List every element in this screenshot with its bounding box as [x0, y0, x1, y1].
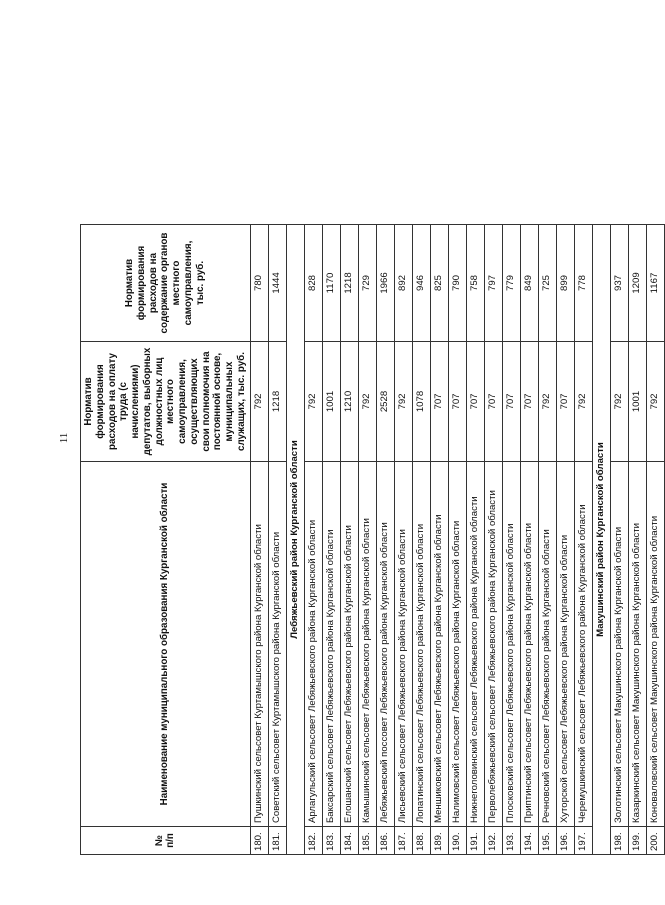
salary-norm-value: 1218	[268, 342, 286, 462]
salary-norm-value: 792	[538, 342, 556, 462]
table-row	[250, 225, 268, 855]
row-number: 200.	[646, 827, 664, 855]
maintenance-norm-value: 849	[520, 225, 538, 342]
municipality-name: Перволебяжьевский сельсовет Лебяжьевского района Курганской области	[484, 462, 502, 827]
salary-norm-value: 707	[466, 342, 484, 462]
maintenance-norm-value: 729	[358, 225, 376, 342]
maintenance-norm-value: 725	[538, 225, 556, 342]
row-number: 190.	[448, 827, 466, 855]
table-row	[538, 225, 556, 855]
table-row	[304, 225, 322, 855]
row-number: 184.	[340, 827, 358, 855]
salary-norm-value: 1210	[340, 342, 358, 462]
table-row	[430, 225, 448, 855]
municipality-name: Хуторской сельсовет Лебяжьевского района Курганской области	[556, 462, 574, 827]
maintenance-norm-value: 899	[556, 225, 574, 342]
row-number: 185.	[358, 827, 376, 855]
salary-norm-value: 792	[250, 342, 268, 462]
header-name: Наименование муниципального образования Курганской области	[81, 462, 251, 827]
maintenance-norm-value: 828	[304, 225, 322, 342]
table-row	[556, 225, 574, 855]
salary-norm-value: 2528	[376, 342, 394, 462]
maintenance-norm-value: 892	[394, 225, 412, 342]
municipality-name: Золотинский сельсовет Макушинского района Курганской области	[610, 462, 628, 827]
row-number: 191.	[466, 827, 484, 855]
row-number: 189.	[430, 827, 448, 855]
maintenance-norm-value: 790	[448, 225, 466, 342]
municipality-name: Нижнеголовинский сельсовет Лебяжьевского района Курганской области	[466, 462, 484, 827]
group-header-row	[286, 225, 304, 855]
row-number: 194.	[520, 827, 538, 855]
municipality-name: Казаркинский сельсовет Макушинского района Курганской области	[628, 462, 646, 827]
table-row	[340, 225, 358, 855]
maintenance-norm-value: 758	[466, 225, 484, 342]
municipality-name: Елошанский сельсовет Лебяжьевского района Курганской области	[340, 462, 358, 827]
row-number: 183.	[322, 827, 340, 855]
row-number: 198.	[610, 827, 628, 855]
municipality-name: Черемушкинский сельсовет Лебяжьевского района Курганской области	[574, 462, 592, 827]
municipality-name: Лебяжьевский поссовет Лебяжьевского района Курганской области	[376, 462, 394, 827]
row-number: 180.	[250, 827, 268, 855]
row-number: 187.	[394, 827, 412, 855]
municipality-name: Налимовский сельсовет Лебяжьевского района Курганской области	[448, 462, 466, 827]
salary-norm-value: 792	[574, 342, 592, 462]
maintenance-norm-value: 1966	[376, 225, 394, 342]
budget-norms-table	[80, 224, 665, 855]
table-row	[448, 225, 466, 855]
table-row	[520, 225, 538, 855]
group-title: Лебяжьевский район Курганской области	[286, 225, 304, 855]
municipality-name: Плосковский сельсовет Лебяжьевского района Курганской области	[502, 462, 520, 827]
municipality-name: Арлагульский сельсовет Лебяжьевского района Курганской области	[304, 462, 322, 827]
maintenance-norm-value: 780	[250, 225, 268, 342]
group-title: Макушинский район Курганской области	[592, 225, 610, 855]
salary-norm-value: 707	[430, 342, 448, 462]
municipality-name: Пушкинский сельсовет Куртамышского района Курганской области	[250, 462, 268, 827]
municipality-name: Коноваловский сельсовет Макушинского района Курганской области	[646, 462, 664, 827]
salary-norm-value: 707	[502, 342, 520, 462]
maintenance-norm-value: 1167	[646, 225, 664, 342]
municipality-name: Баксарский сельсовет Лебяжьевского района Курганской области	[322, 462, 340, 827]
row-number: 181.	[268, 827, 286, 855]
maintenance-norm-value: 797	[484, 225, 502, 342]
table-row	[358, 225, 376, 855]
table-body	[250, 225, 664, 855]
maintenance-norm-value: 1170	[322, 225, 340, 342]
row-number: 182.	[304, 827, 322, 855]
group-header-row	[592, 225, 610, 855]
table-row	[268, 225, 286, 855]
salary-norm-value: 1078	[412, 342, 430, 462]
table-row	[628, 225, 646, 855]
maintenance-norm-value: 1209	[628, 225, 646, 342]
row-number: 186.	[376, 827, 394, 855]
municipality-name: Приптинский сельсовет Лебяжьевского района Курганской области	[520, 462, 538, 827]
table-row	[502, 225, 520, 855]
salary-norm-value: 707	[484, 342, 502, 462]
row-number: 188.	[412, 827, 430, 855]
salary-norm-value: 1001	[628, 342, 646, 462]
table-row	[610, 225, 628, 855]
maintenance-norm-value: 946	[412, 225, 430, 342]
table-row	[376, 225, 394, 855]
header-salary-norm: Норматив формирования расходов на оплату труда (с начислениями) депутатов, выборных должностных лиц местного самоуправления, осуществляющих свои полномочия на постоянной основе, муниципальных служащих, тыс. руб.	[81, 342, 251, 462]
row-number: 192.	[484, 827, 502, 855]
salary-norm-value: 792	[610, 342, 628, 462]
row-number: 199.	[628, 827, 646, 855]
row-number: 196.	[556, 827, 574, 855]
table-header-row	[81, 225, 251, 855]
table-row	[484, 225, 502, 855]
salary-norm-value: 707	[556, 342, 574, 462]
municipality-name: Меншиковский сельсовет Лебяжьевского района Курганской области	[430, 462, 448, 827]
table-row	[574, 225, 592, 855]
maintenance-norm-value: 937	[610, 225, 628, 342]
municipality-name: Лисьевский сельсовет Лебяжьевского района Курганской области	[394, 462, 412, 827]
municipality-name: Камышинский сельсовет Лебяжьевского района Курганской области	[358, 462, 376, 827]
table-row	[412, 225, 430, 855]
maintenance-norm-value: 1218	[340, 225, 358, 342]
salary-norm-value: 707	[448, 342, 466, 462]
salary-norm-value: 792	[646, 342, 664, 462]
table-row	[646, 225, 664, 855]
header-maintenance-norm: Норматив формирования расходов на содержание органов местного самоуправления, тыс. руб.	[81, 225, 251, 342]
municipality-name: Советский сельсовет Куртамышского района Курганской области	[268, 462, 286, 827]
salary-norm-value: 707	[520, 342, 538, 462]
rotated-table-container	[80, 225, 661, 855]
salary-norm-value: 792	[358, 342, 376, 462]
row-number: 195.	[538, 827, 556, 855]
maintenance-norm-value: 825	[430, 225, 448, 342]
maintenance-norm-value: 779	[502, 225, 520, 342]
salary-norm-value: 1001	[322, 342, 340, 462]
municipality-name: Лопатинский сельсовет Лебяжьевского района Курганской области	[412, 462, 430, 827]
row-number: 193.	[502, 827, 520, 855]
table-row	[322, 225, 340, 855]
page-number: 11	[58, 432, 70, 444]
row-number: 197.	[574, 827, 592, 855]
maintenance-norm-value: 778	[574, 225, 592, 342]
header-num: № п/п	[81, 827, 251, 855]
maintenance-norm-value: 1444	[268, 225, 286, 342]
municipality-name: Речновский сельсовет Лебяжьевского района Курганской области	[538, 462, 556, 827]
salary-norm-value: 792	[394, 342, 412, 462]
table-row	[466, 225, 484, 855]
table-row	[394, 225, 412, 855]
salary-norm-value: 792	[304, 342, 322, 462]
